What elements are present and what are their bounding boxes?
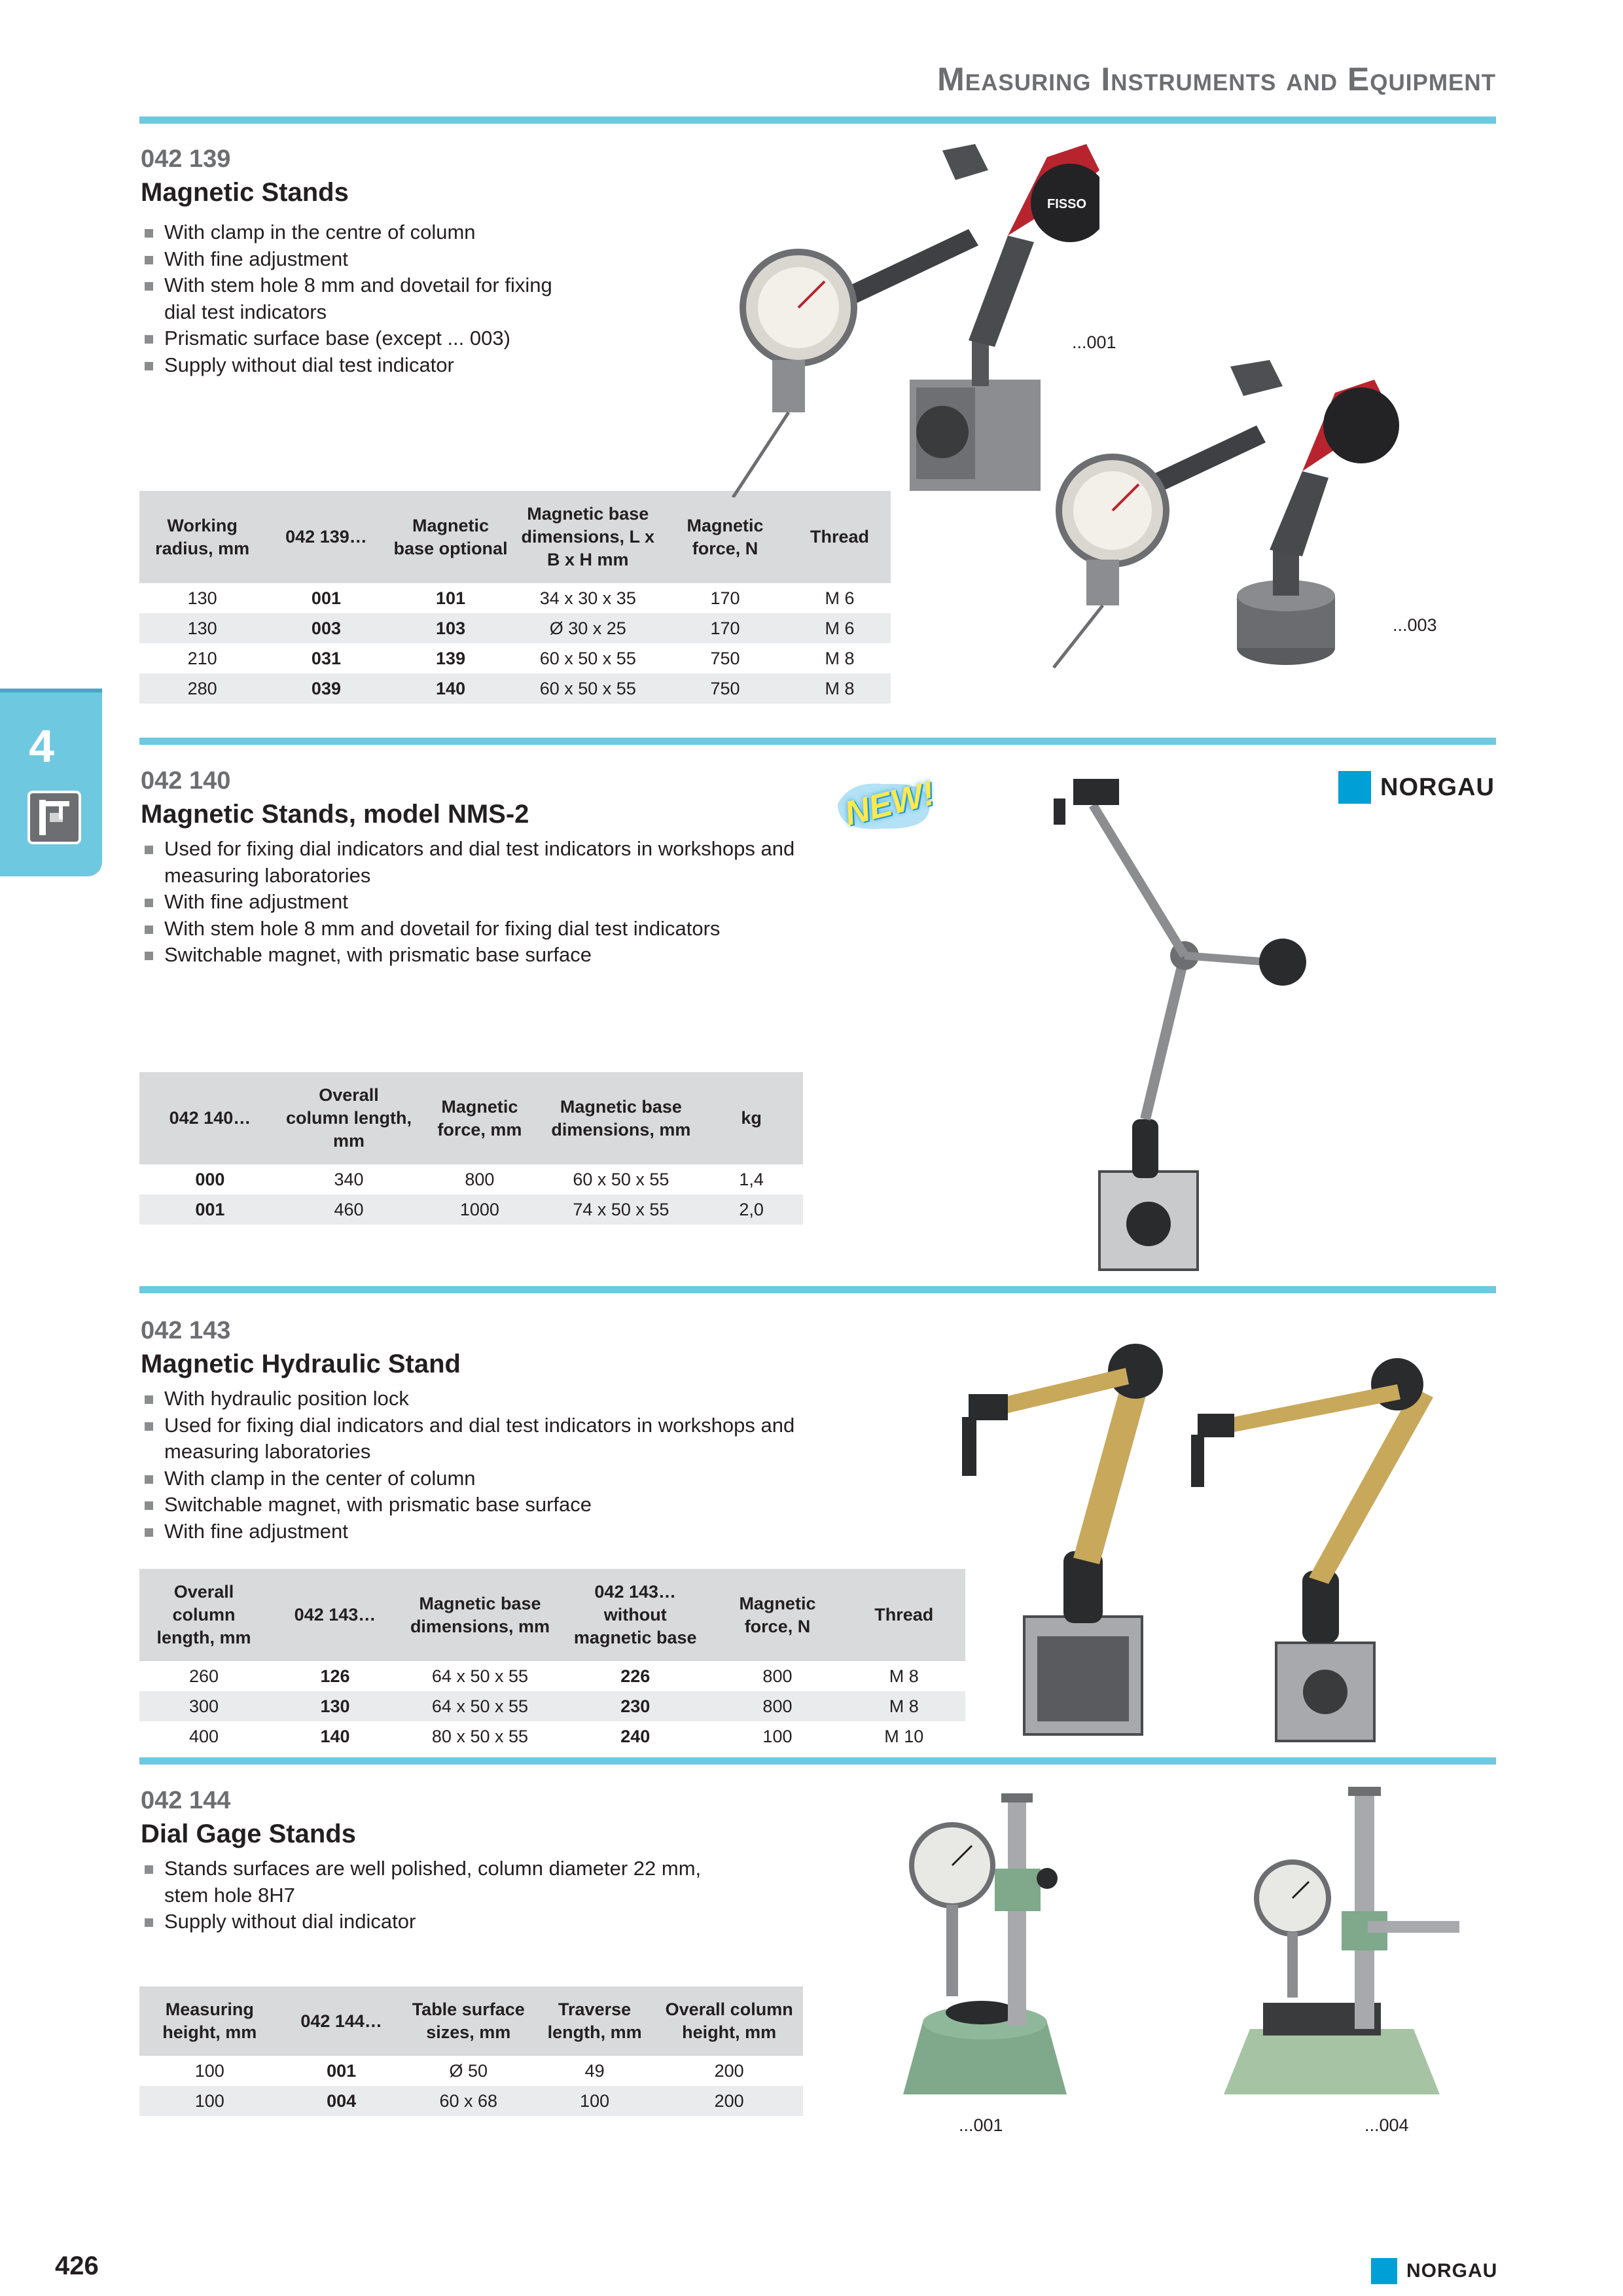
brand-name: NORGAU: [1380, 773, 1495, 801]
table-header: 042 144…: [280, 1986, 403, 2056]
section-divider: [139, 117, 1496, 124]
table-cell: 130: [268, 1691, 402, 1721]
table-row: [139, 583, 891, 613]
table-cell: 230: [558, 1691, 712, 1721]
table-cell: 100: [139, 2086, 280, 2116]
table-header: Working radius, mm: [139, 491, 265, 583]
feature-list: [141, 1386, 795, 1545]
table-row: [139, 1661, 965, 1691]
page-number: 426: [55, 2251, 99, 2280]
table-cell: M 8: [889, 1666, 919, 1686]
table-cell: 2,0: [700, 1194, 803, 1225]
table-cell: 130: [139, 613, 265, 643]
table-header: Traverse length, mm: [534, 1986, 656, 2056]
table-cell: Ø 50: [449, 2060, 488, 2081]
table-cell: 240: [620, 1726, 651, 1746]
table-row: [139, 1691, 965, 1721]
image-caption: ...001: [959, 2115, 1003, 2135]
new-badge: [831, 774, 938, 834]
product-title: Magnetic Stands: [141, 178, 349, 207]
brand-logo: [1338, 771, 1495, 804]
table-row: [139, 1721, 965, 1751]
table-header: Overall column length, mm: [281, 1072, 417, 1164]
table-cell: 100: [762, 1726, 793, 1746]
table-cell: 139: [436, 648, 466, 668]
table-header: 042 143…: [268, 1569, 402, 1661]
table-cell: M 8: [825, 648, 855, 668]
table-header: Magnetic force, N: [712, 1569, 842, 1661]
table-cell: 100: [534, 2086, 656, 2116]
feature-list: [141, 1856, 730, 1935]
table-cell: 460: [281, 1194, 417, 1225]
table-cell: 200: [714, 2060, 744, 2081]
table-cell: 60 x 50 x 55: [539, 648, 636, 668]
product-title: Magnetic Hydraulic Stand: [141, 1350, 461, 1378]
table-cell: 103: [387, 613, 514, 643]
table-cell: 140: [387, 673, 514, 704]
table-header: 042 139…: [265, 491, 387, 583]
table-cell: 49: [584, 2060, 605, 2081]
image-logo-text: FISSO: [1047, 197, 1087, 211]
feature-item: With stem hole 8 mm and dovetail for fixing dial test indicators: [141, 916, 795, 942]
table-cell: 170: [662, 613, 789, 643]
table-cell: 226: [620, 1666, 651, 1686]
product-title: Magnetic Stands, model NMS-2: [141, 800, 529, 829]
table-cell: 126: [320, 1666, 350, 1686]
table-cell: 64 x 50 x 55: [402, 1691, 558, 1721]
table-header: Thread: [842, 1569, 965, 1661]
table-cell: 260: [189, 1666, 219, 1686]
table-cell: 800: [465, 1169, 495, 1189]
brand-square-icon: [1338, 771, 1371, 804]
feature-item: With clamp in the centre of column: [141, 219, 730, 246]
table-header: Magnetic base dimensions, mm: [402, 1569, 558, 1661]
table-header: Magnetic base dimensions, L x B x H mm: [514, 491, 662, 583]
product-code: 042 143: [141, 1317, 231, 1344]
table-header: Thread: [789, 491, 891, 583]
feature-item: With hydraulic position lock: [141, 1386, 795, 1412]
feature-item: Used for fixing dial indicators and dial test indicators in workshops and measuring laboratories: [141, 836, 795, 889]
table-header: Magnetic base optional: [387, 491, 514, 583]
table-header: Table surface sizes, mm: [403, 1986, 534, 2056]
table-header: Magnetic base dimensions, mm: [543, 1072, 700, 1164]
table-cell: 004: [280, 2086, 403, 2116]
product-title: Dial Gage Stands: [141, 1820, 356, 1848]
table-cell: 100: [194, 2060, 224, 2081]
table-cell: Ø 30 x 25: [514, 613, 662, 643]
table-cell: 64 x 50 x 55: [431, 1666, 529, 1686]
table-cell: 130: [187, 588, 217, 608]
table-row: [139, 613, 891, 643]
table-cell: 800: [762, 1666, 793, 1686]
section-divider: [139, 738, 1496, 745]
feature-item: Prismatic surface base (except ... 003): [141, 325, 730, 352]
product-code: 042 140: [141, 767, 231, 795]
feature-item: Supply without dial indicator: [141, 1909, 730, 1935]
table-cell: M 8: [789, 673, 891, 704]
feature-item: With fine adjustment: [141, 889, 795, 916]
table-header: Measuring height, mm: [139, 1986, 280, 2056]
table-row: [139, 673, 891, 704]
table-cell: 34 x 30 x 35: [539, 588, 636, 608]
table-row: [139, 2086, 803, 2116]
section-divider: [139, 1286, 1496, 1293]
spec-table: [139, 1569, 965, 1751]
table-header: kg: [700, 1072, 803, 1164]
table-cell: 1000: [417, 1194, 542, 1225]
table-cell: 140: [320, 1726, 350, 1746]
feature-item: Stands surfaces are well polished, column diameter 22 mm, stem hole 8H7: [141, 1856, 740, 1909]
new-badge-label: NEW!: [841, 774, 938, 833]
feature-item: With clamp in the center of column: [141, 1465, 795, 1492]
table-header: Overall column height, mm: [655, 1986, 803, 2056]
table-cell: 001: [311, 588, 341, 608]
table-header: 042 143… without magnetic base: [558, 1569, 712, 1661]
dial-gage-stand-image: [897, 1787, 1486, 2101]
table-cell: 200: [655, 2086, 803, 2116]
feature-item: Supply without dial test indicator: [141, 352, 730, 379]
brand-square-icon: [1371, 2258, 1397, 2284]
product-code: 042 144: [141, 1787, 231, 1814]
spec-table: [139, 1072, 803, 1225]
table-cell: M 8: [842, 1691, 965, 1721]
feature-item: Switchable magnet, with prismatic base surface: [141, 942, 795, 969]
table-cell: 300: [139, 1691, 268, 1721]
table-cell: 400: [189, 1726, 219, 1746]
chapter-number: 4: [29, 721, 54, 772]
table-cell: 170: [710, 588, 740, 608]
image-caption: ...003: [1393, 615, 1437, 635]
table-cell: 340: [334, 1169, 364, 1189]
table-cell: 60 x 50 x 55: [573, 1169, 669, 1189]
brand-name: NORGAU: [1406, 2260, 1498, 2282]
table-cell: 101: [436, 588, 466, 608]
feature-item: With stem hole 8 mm and dovetail for fixing dial test indicators: [141, 272, 583, 325]
table-cell: 280: [139, 673, 265, 704]
table-row: [139, 643, 891, 673]
caliper-icon: [27, 791, 81, 844]
feature-list: [141, 836, 795, 969]
table-row: [139, 1164, 803, 1194]
table-cell: 000: [195, 1169, 225, 1189]
magnetic-stand-nms2-image: [1034, 766, 1322, 1276]
feature-item: With fine adjustment: [141, 246, 730, 273]
footer-brand-logo: [1371, 2258, 1497, 2284]
section-divider: [139, 1757, 1496, 1765]
table-cell: 1,4: [739, 1169, 764, 1189]
table-cell: 74 x 50 x 55: [543, 1194, 700, 1225]
page-header-title: Measuring Instruments and Equipment: [937, 61, 1496, 98]
table-header: Magnetic force, mm: [417, 1072, 542, 1164]
feature-item: Used for fixing dial indicators and dial test indicators in workshops and measuring laboratories: [141, 1412, 795, 1465]
image-caption: ...004: [1364, 2115, 1409, 2135]
table-cell: 003: [265, 613, 387, 643]
table-header: Overall column length, mm: [139, 1569, 268, 1661]
table-header: Magnetic force, N: [662, 491, 789, 583]
table-cell: 60 x 68: [403, 2086, 534, 2116]
table-row: [139, 2056, 803, 2086]
feature-item: Switchable magnet, with prismatic base surface: [141, 1492, 795, 1518]
chapter-tab: [0, 689, 102, 876]
table-cell: 031: [311, 648, 341, 668]
table-cell: 210: [187, 648, 217, 668]
table-cell: 001: [139, 1194, 281, 1225]
spec-table: [139, 1986, 803, 2116]
table-cell: M 6: [789, 613, 891, 643]
product-code: 042 139: [141, 145, 231, 173]
hydraulic-stand-image: [910, 1316, 1472, 1748]
table-cell: 800: [712, 1691, 842, 1721]
feature-item: With fine adjustment: [141, 1518, 795, 1545]
feature-list: [141, 219, 730, 378]
table-cell: 001: [327, 2060, 357, 2081]
table-cell: M 10: [884, 1726, 924, 1746]
spec-table: [139, 491, 891, 704]
table-cell: 750: [710, 648, 740, 668]
table-row: [139, 1194, 803, 1225]
table-cell: M 6: [825, 588, 855, 608]
table-header: 042 140…: [139, 1072, 281, 1164]
image-caption: ...001: [1072, 332, 1116, 352]
table-cell: 039: [265, 673, 387, 704]
magnetic-stand-003-image: [995, 340, 1414, 681]
table-cell: 750: [662, 673, 789, 704]
table-cell: 80 x 50 x 55: [431, 1726, 529, 1746]
chapter-tab-line: [0, 689, 102, 692]
table-cell: 60 x 50 x 55: [514, 673, 662, 704]
